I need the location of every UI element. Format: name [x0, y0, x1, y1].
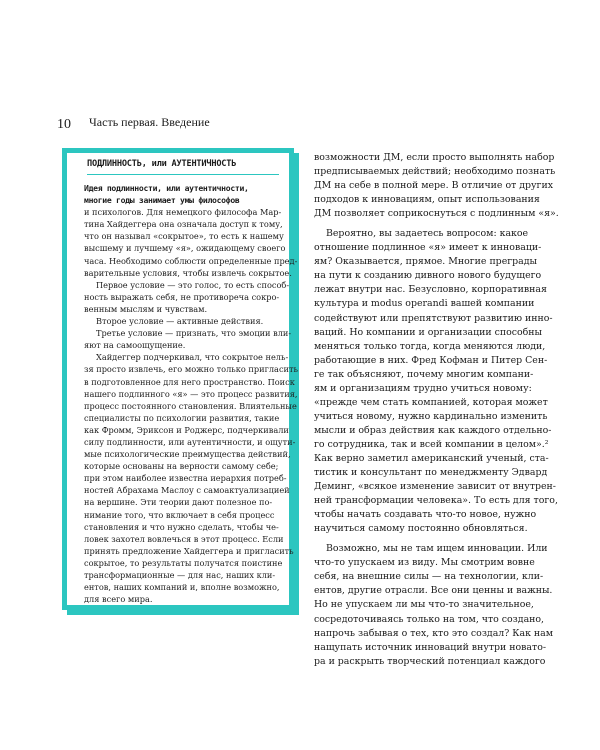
main-line: Вероятно, вы задаетесь вопросом: какое [326, 228, 529, 240]
sidebar-line: при этом наиболее известна иерархия потреб- [84, 473, 287, 484]
main-line: ентов, другие отрасли. Все они ценны и важны. [314, 585, 553, 597]
main-line: отношение подлинное «я» имеет к инноваци- [314, 242, 542, 254]
main-line: напрочь забывая о тех, кто это создал? Как нам [314, 627, 554, 639]
main-line: Возможно, мы не там ищем инновации. Или [326, 543, 548, 555]
sidebar-line: Первое условие — это голос, то есть способ- [96, 279, 290, 290]
sidebar-line: яют на самоощущение. [84, 340, 186, 351]
main-line: подходов к инновациям, опыт использования [314, 194, 540, 206]
main-line: что-то упускаем из виду. Мы смотрим вовне [314, 557, 535, 569]
running-head: Часть первая. Введение [89, 115, 210, 129]
main-line: меняться только тогда, когда меняются люди, [314, 340, 546, 352]
main-line: сосредоточиваясь только на том, что создано, [314, 613, 545, 625]
main-line: предписываемых действий; необходимо познать [314, 166, 556, 178]
main-line: Но не упускаем ли мы что-то значительное, [314, 599, 534, 611]
sidebar-line: венным мыслям и чувствам. [84, 303, 208, 314]
main-line: Деминг, «всякое изменение зависит от внутрен- [314, 481, 556, 493]
main-line: чтобы начать создавать что-то новое, нужно [314, 509, 537, 521]
main-line: ра и раскрыть творческий потенциал каждого [314, 655, 546, 667]
sidebar-body [84, 182, 298, 605]
main-line: работающие в них. Фред Кофман и Питер Сен- [314, 354, 548, 366]
main-line: нащупать источник инноваций внутри новато- [314, 641, 547, 653]
sidebar-line: ность выражать себя, не противореча сокро- [84, 291, 280, 302]
main-line: ям и организациям трудно учиться новому: [314, 382, 532, 394]
main-line: возможности ДМ, если просто выполнять набор [314, 152, 555, 163]
main-text-column [314, 151, 564, 669]
main-line: ней трансформации человека». То есть для того, [314, 495, 558, 507]
sidebar-line: Идея подлинности, или аутентичности, [84, 183, 249, 193]
page-number: 10 [57, 117, 71, 132]
sidebar-line: зя просто извлечь, его можно только пригласить [84, 364, 298, 375]
sidebar-title: ПОДЛИННОСТЬ, или АУТЕНТИЧНОСТЬ [87, 159, 279, 175]
sidebar-line: многие годы занимает умы философов [84, 195, 240, 206]
main-line: го сотрудника, так и всей компании в целом».² [314, 438, 549, 450]
sidebar-line: варительные условия, чтобы извлечь сокрытое. [84, 267, 292, 278]
sidebar-line: высшему и лучшему «я», ожидающему своего [84, 243, 286, 254]
main-line: на пути к созданию дивного нового будущего [314, 270, 542, 282]
sidebar-line: принять предложение Хайдеггера и пригласить [84, 545, 294, 556]
main-line: себя, на внешние силы — на технологии, кли- [314, 571, 544, 583]
sidebar-line: силу подлинности, или аутентичности, и ощути- [84, 436, 296, 447]
page-header [57, 113, 210, 133]
main-line: ге так объясняют, почему многим компани- [314, 368, 534, 380]
sidebar-line: как Фромм, Эриксон и Роджерс, подчеркивали [84, 424, 289, 435]
main-line: ДМ на себе в полной мере. В отличие от других [314, 180, 553, 192]
sidebar-line: что он называл «сокрытое», то есть к нашему [84, 231, 284, 242]
main-line: ДМ позволяет соприкоснуться с подлинным «я». [314, 208, 559, 220]
sidebar-line: ловек захотел вовлечься в этот процесс. Если [84, 533, 284, 544]
main-line: содействуют или препятствуют развитию инно- [314, 312, 553, 324]
sidebar-line: тина Хайдеггера она означала доступ к тому, [84, 219, 283, 230]
main-line: «прежде чем стать компанией, которая может [314, 396, 548, 408]
main-line: лежат внутри нас. Безусловно, корпоративная [314, 284, 547, 296]
sidebar-line: специалисты по психологии развития, такие [84, 412, 280, 423]
sidebar-line: Хайдеггер подчеркивал, что сокрытое нель- [96, 352, 289, 363]
sidebar-line: становления и что нужно сделать, чтобы че- [84, 521, 279, 532]
sidebar-box [62, 148, 298, 610]
main-line: ям? Оказывается, прямое. Многие преграды [314, 256, 537, 268]
main-line: культура и modus operandi вашей компании [314, 298, 535, 310]
sidebar-line: Второе условие — активные действия. [96, 316, 264, 327]
main-line: учиться новому, нужно кардинально изменить [314, 410, 548, 422]
sidebar-line: ностей Абрахама Маслоу с самоактуализацией [84, 485, 290, 496]
sidebar-line: ентов, наших компаний и, вполне возможно, [84, 582, 280, 593]
sidebar-line: нимание того, что включает в себя процесс [84, 509, 275, 520]
sidebar-line: на вершине. Эти теории дают полезное по- [84, 497, 273, 508]
sidebar-line: трансформационные — для нас, наших кли- [84, 570, 276, 580]
main-line: тистик и консультант по менеджменту Эдвард [314, 467, 548, 479]
sidebar-line: процесс постоянного становления. Влиятельные [84, 400, 297, 411]
main-line: Как верно заметил американский ученый, ста- [314, 452, 549, 464]
main-line: ваций. Но компании и организации способны [314, 326, 542, 338]
sidebar-line: и психологов. Для немецкого философа Мар- [84, 207, 282, 218]
main-line: мысли и образ действия как каждого отдельно- [314, 424, 552, 436]
sidebar-line: для всего мира. [84, 594, 153, 605]
sidebar-line: мые психологические преимущества действий, [84, 449, 291, 460]
sidebar-line: которые основаны на верности самому себе; [84, 461, 279, 472]
main-line: научиться самому постоянно обновляться. [314, 523, 528, 535]
sidebar-line: сокрытое, то результаты получатся поистине [84, 557, 283, 568]
sidebar-line: часа. Необходимо соблюсти определенные пред- [84, 255, 298, 266]
sidebar-line: в подготовленное для него пространство. Поиск [84, 376, 295, 387]
sidebar-line: Третье условие — признать, что эмоции вли- [96, 328, 292, 339]
sidebar-line: нашего подлинного «я» — это процесс развития, [84, 388, 298, 399]
